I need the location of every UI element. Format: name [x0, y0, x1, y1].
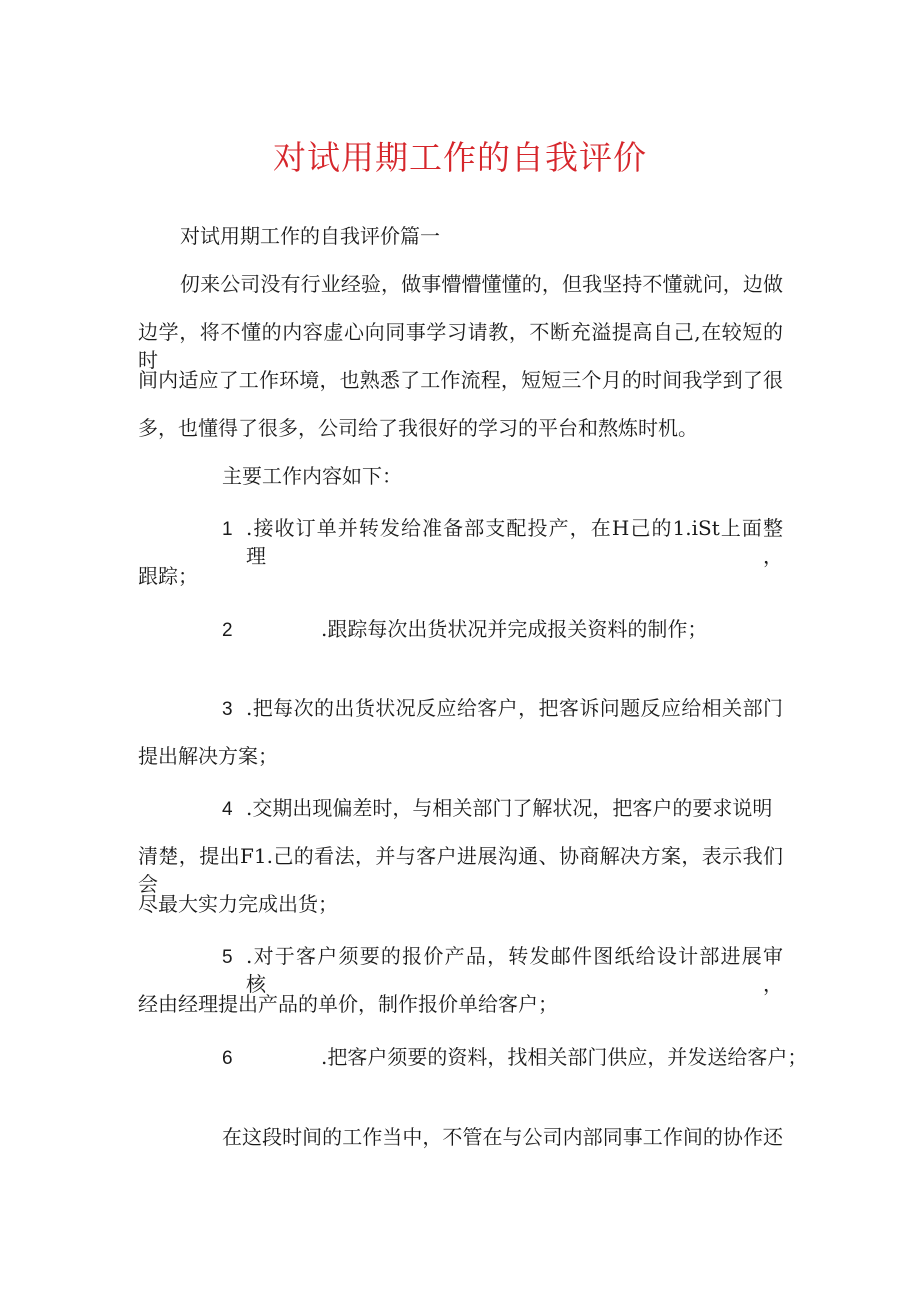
closing-line: 在这段时间的工作当中，不管在与公司内部同事工作间的协作还	[222, 1125, 783, 1149]
item-5-line-2: 经由经理提出产品的单价，制作报价单给客户；	[138, 992, 558, 1016]
item-2-number: 2	[222, 620, 233, 641]
intro-line-1: 仞来公司没有行业经验，做事懵懵懂懂的，但我坚持不懂就问，边做	[180, 272, 783, 296]
item-6-number: 6	[222, 1048, 233, 1069]
item-1-line-1: .接收订单并转发给准备部支配投产，在H己的1.iSt上面整理，	[246, 516, 783, 568]
intro-line-3: 间内适应了工作环境，也熟悉了工作流程，短短三个月的时间我学到了很	[138, 368, 783, 392]
item-4-line-3: 尽最大实力完成出货；	[138, 892, 338, 916]
intro-line-4: 多，也懂得了很多，公司给了我很好的学习的平台和熬炼时机。	[138, 416, 698, 440]
item-4-line-2: 清楚，提出F1.己的看法，并与客户进展沟通、协商解决方案，表示我们会	[138, 844, 783, 896]
intro-line-2: 边学，将不懂的内容虚心向同事学习请教，不断充溢提高自己,在较短的时	[138, 320, 783, 372]
item-3-line-1: .把每次的出货状况反应给客户，把客诉问题反应给相关部门	[246, 696, 783, 720]
item-1-line-2: 跟踪；	[138, 564, 198, 588]
item-5-number: 5	[222, 947, 233, 968]
item-5-line-1: .对于客户须要的报价产品，转发邮件图纸给设计部进展审核，	[246, 944, 783, 996]
item-3-line-2: 提出解决方案；	[138, 744, 278, 768]
item-6-line-1: .把客户须要的资料，找相关部门供应，并发送给客户；	[321, 1045, 808, 1069]
section-heading: 主要工作内容如下：	[222, 464, 402, 488]
item-4-number: 4	[222, 799, 233, 820]
item-3-number: 3	[222, 699, 233, 720]
document-title: 对试用期工作的自我评价	[273, 138, 647, 177]
section-subtitle: 对试用期工作的自我评价篇一	[180, 224, 440, 248]
item-1-number: 1	[222, 519, 233, 540]
item-2-line-1: .跟踪每次出货状况并完成报关资料的制作；	[321, 617, 708, 641]
item-4-line-1: .交期出现偏差时，与相关部门了解状况，把客户的要求说明	[246, 796, 773, 820]
